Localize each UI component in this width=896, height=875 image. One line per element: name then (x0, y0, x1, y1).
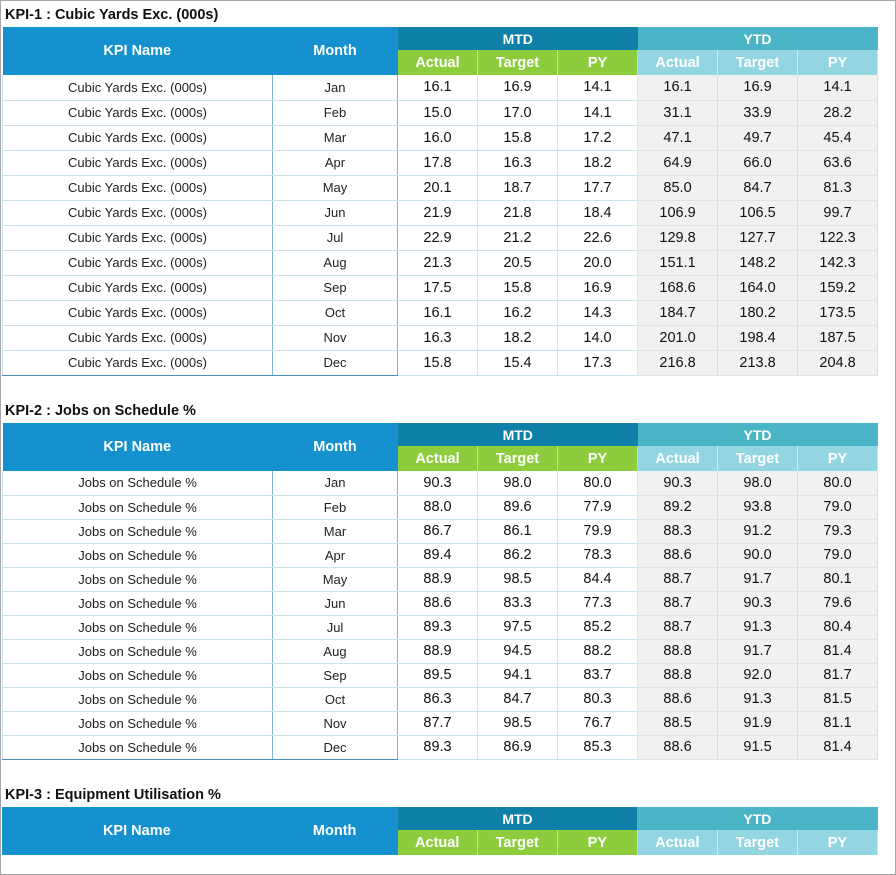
mtd-py-cell[interactable]: 77.3 (558, 591, 638, 615)
table-row (3, 300, 878, 325)
mtd-actual-cell[interactable]: 16.3 (398, 325, 478, 350)
mtd-py-cell[interactable]: 88.2 (558, 639, 638, 663)
ytd-target-cell[interactable]: 90.0 (718, 543, 798, 567)
table-row (3, 735, 878, 759)
kpi-name-cell[interactable]: Cubic Yards Exc. (000s) (3, 125, 273, 150)
table-row (3, 175, 878, 200)
ytd-actual-cell[interactable]: 168.6 (638, 275, 718, 300)
kpi-name-header[interactable]: KPI Name (3, 27, 273, 75)
ytd-target-cell[interactable]: 91.2 (718, 519, 798, 543)
mtd-target-cell[interactable]: 98.0 (478, 471, 558, 495)
month-cell[interactable]: Dec (273, 350, 398, 375)
ytd-py-header[interactable]: PY (797, 830, 877, 855)
kpi-name-cell[interactable]: Cubic Yards Exc. (000s) (3, 100, 273, 125)
ytd-target-cell[interactable]: 198.4 (718, 325, 798, 350)
mtd-target-cell[interactable]: 98.5 (478, 567, 558, 591)
ytd-target-cell[interactable]: 91.3 (718, 687, 798, 711)
mtd-py-cell[interactable]: 14.3 (558, 300, 638, 325)
ytd-target-cell[interactable]: 33.9 (718, 100, 798, 125)
ytd-py-cell[interactable]: 81.1 (798, 711, 878, 735)
mtd-target-cell[interactable]: 16.3 (478, 150, 558, 175)
ytd-target-cell[interactable]: 164.0 (718, 275, 798, 300)
mtd-target-cell[interactable]: 97.5 (478, 615, 558, 639)
mtd-actual-header[interactable]: Actual (398, 50, 478, 75)
mtd-target-cell[interactable]: 84.7 (478, 687, 558, 711)
kpi-title[interactable]: KPI-3 : Equipment Utilisation % (5, 787, 221, 803)
mtd-target-cell[interactable]: 98.5 (478, 711, 558, 735)
ytd-actual-cell[interactable]: 88.6 (638, 687, 718, 711)
ytd-py-cell[interactable]: 79.0 (798, 543, 878, 567)
mtd-header[interactable]: MTD (398, 27, 638, 50)
ytd-target-cell[interactable]: 106.5 (718, 200, 798, 225)
mtd-target-cell[interactable]: 86.2 (478, 543, 558, 567)
mtd-actual-cell[interactable]: 89.3 (398, 735, 478, 759)
kpi-title[interactable]: KPI-2 : Jobs on Schedule % (5, 403, 196, 419)
ytd-target-header[interactable]: Target (718, 50, 798, 75)
kpi-name-cell[interactable]: Cubic Yards Exc. (000s) (3, 200, 273, 225)
mtd-actual-cell[interactable]: 89.4 (398, 543, 478, 567)
table-row (3, 591, 878, 615)
ytd-py-cell[interactable]: 80.0 (798, 471, 878, 495)
ytd-actual-cell[interactable]: 31.1 (638, 100, 718, 125)
kpi-name-cell[interactable]: Jobs on Schedule % (3, 567, 273, 591)
table-row (3, 150, 878, 175)
month-cell[interactable]: Aug (273, 639, 398, 663)
table-row (3, 687, 878, 711)
kpi-title[interactable]: KPI-1 : Cubic Yards Exc. (000s) (5, 7, 219, 23)
kpi-table-body (3, 471, 878, 759)
month-cell[interactable]: Dec (273, 735, 398, 759)
ytd-target-cell[interactable]: 213.8 (718, 350, 798, 375)
ytd-py-cell[interactable]: 79.0 (798, 495, 878, 519)
ytd-actual-cell[interactable]: 88.7 (638, 591, 718, 615)
ytd-py-cell[interactable]: 45.4 (798, 125, 878, 150)
month-cell[interactable]: Oct (273, 300, 398, 325)
mtd-target-cell[interactable]: 94.5 (478, 639, 558, 663)
ytd-target-cell[interactable]: 127.7 (718, 225, 798, 250)
mtd-py-cell[interactable]: 14.1 (558, 75, 638, 100)
mtd-actual-header[interactable]: Actual (398, 446, 478, 471)
mtd-py-cell[interactable]: 80.3 (558, 687, 638, 711)
ytd-actual-cell[interactable]: 88.3 (638, 519, 718, 543)
ytd-actual-cell[interactable]: 47.1 (638, 125, 718, 150)
mtd-py-cell[interactable]: 14.0 (558, 325, 638, 350)
month-cell[interactable]: Mar (273, 519, 398, 543)
ytd-actual-cell[interactable]: 151.1 (638, 250, 718, 275)
ytd-actual-cell[interactable]: 216.8 (638, 350, 718, 375)
mtd-target-cell[interactable]: 18.2 (478, 325, 558, 350)
ytd-actual-cell[interactable]: 129.8 (638, 225, 718, 250)
month-cell[interactable]: Jan (273, 75, 398, 100)
ytd-py-cell[interactable]: 122.3 (798, 225, 878, 250)
table-row (3, 275, 878, 300)
table-row (3, 567, 878, 591)
ytd-actual-header[interactable]: Actual (638, 446, 718, 471)
mtd-py-cell[interactable]: 85.2 (558, 615, 638, 639)
ytd-target-cell[interactable]: 92.0 (718, 663, 798, 687)
mtd-actual-cell[interactable]: 88.9 (398, 567, 478, 591)
table-row (3, 75, 878, 100)
kpi-section-3 (1, 783, 879, 855)
ytd-target-header[interactable]: Target (718, 446, 798, 471)
mtd-actual-cell[interactable]: 88.0 (398, 495, 478, 519)
mtd-target-header[interactable]: Target (477, 830, 557, 855)
kpi-name-cell[interactable]: Cubic Yards Exc. (000s) (3, 75, 273, 100)
mtd-py-cell[interactable]: 76.7 (558, 711, 638, 735)
ytd-target-cell[interactable]: 180.2 (718, 300, 798, 325)
mtd-actual-cell[interactable]: 86.7 (398, 519, 478, 543)
mtd-actual-cell[interactable]: 88.9 (398, 639, 478, 663)
ytd-py-cell[interactable]: 81.3 (798, 175, 878, 200)
ytd-py-cell[interactable]: 14.1 (798, 75, 878, 100)
mtd-actual-cell[interactable]: 88.6 (398, 591, 478, 615)
mtd-py-cell[interactable]: 78.3 (558, 543, 638, 567)
mtd-py-cell[interactable]: 14.1 (558, 100, 638, 125)
ytd-py-cell[interactable]: 81.4 (798, 639, 878, 663)
month-cell[interactable]: Nov (273, 711, 398, 735)
ytd-target-cell[interactable]: 91.5 (718, 735, 798, 759)
ytd-header[interactable]: YTD (638, 423, 878, 446)
table-row (3, 663, 878, 687)
ytd-target-cell[interactable]: 91.3 (718, 615, 798, 639)
kpi-name-cell[interactable]: Jobs on Schedule % (3, 711, 273, 735)
mtd-actual-cell[interactable]: 90.3 (398, 471, 478, 495)
mtd-actual-cell[interactable]: 16.1 (398, 75, 478, 100)
mtd-target-cell[interactable]: 15.8 (478, 125, 558, 150)
mtd-actual-cell[interactable]: 16.0 (398, 125, 478, 150)
ytd-target-cell[interactable]: 16.9 (718, 75, 798, 100)
kpi-table-body (3, 75, 878, 375)
mtd-py-cell[interactable]: 84.4 (558, 567, 638, 591)
mtd-actual-cell[interactable]: 21.3 (398, 250, 478, 275)
month-header[interactable]: Month (272, 807, 397, 855)
ytd-py-cell[interactable]: 81.5 (798, 687, 878, 711)
mtd-target-cell[interactable]: 83.3 (478, 591, 558, 615)
mtd-target-cell[interactable]: 15.4 (478, 350, 558, 375)
mtd-target-cell[interactable]: 16.9 (478, 75, 558, 100)
mtd-header[interactable]: MTD (398, 423, 638, 446)
ytd-py-cell[interactable]: 63.6 (798, 150, 878, 175)
month-header[interactable]: Month (273, 27, 398, 75)
mtd-target-header[interactable]: Target (478, 446, 558, 471)
mtd-target-cell[interactable]: 18.7 (478, 175, 558, 200)
ytd-py-cell[interactable]: 187.5 (798, 325, 878, 350)
ytd-actual-cell[interactable]: 88.7 (638, 615, 718, 639)
month-cell[interactable]: Apr (273, 543, 398, 567)
mtd-py-cell[interactable]: 77.9 (558, 495, 638, 519)
kpi-section-1 (1, 3, 879, 376)
ytd-actual-cell[interactable]: 106.9 (638, 200, 718, 225)
kpi-name-cell[interactable]: Jobs on Schedule % (3, 591, 273, 615)
ytd-py-cell[interactable]: 81.4 (798, 735, 878, 759)
ytd-target-cell[interactable]: 84.7 (718, 175, 798, 200)
month-cell[interactable]: Nov (273, 325, 398, 350)
mtd-target-cell[interactable]: 86.1 (478, 519, 558, 543)
ytd-header[interactable]: YTD (638, 27, 878, 50)
kpi-name-cell[interactable]: Cubic Yards Exc. (000s) (3, 325, 273, 350)
ytd-actual-cell[interactable]: 89.2 (638, 495, 718, 519)
ytd-target-cell[interactable]: 93.8 (718, 495, 798, 519)
mtd-actual-cell[interactable]: 17.5 (398, 275, 478, 300)
mtd-target-header[interactable]: Target (478, 50, 558, 75)
kpi-name-cell[interactable]: Cubic Yards Exc. (000s) (3, 300, 273, 325)
kpi-table (2, 27, 878, 376)
mtd-target-cell[interactable]: 16.2 (478, 300, 558, 325)
mtd-actual-cell[interactable]: 89.5 (398, 663, 478, 687)
mtd-py-cell[interactable]: 20.0 (558, 250, 638, 275)
mtd-target-cell[interactable]: 94.1 (478, 663, 558, 687)
ytd-target-cell[interactable]: 49.7 (718, 125, 798, 150)
mtd-actual-cell[interactable]: 16.1 (398, 300, 478, 325)
kpi-name-cell[interactable]: Jobs on Schedule % (3, 495, 273, 519)
table-row (3, 495, 878, 519)
table-row (3, 615, 878, 639)
ytd-actual-header[interactable]: Actual (638, 50, 718, 75)
mtd-target-cell[interactable]: 20.5 (478, 250, 558, 275)
ytd-py-cell[interactable]: 99.7 (798, 200, 878, 225)
ytd-target-cell[interactable]: 148.2 (718, 250, 798, 275)
table-row (3, 100, 878, 125)
month-header[interactable]: Month (273, 423, 398, 471)
ytd-py-cell[interactable]: 142.3 (798, 250, 878, 275)
mtd-target-cell[interactable]: 21.8 (478, 200, 558, 225)
month-cell[interactable]: Feb (273, 495, 398, 519)
mtd-actual-header[interactable]: Actual (397, 830, 477, 855)
month-cell[interactable]: Aug (273, 250, 398, 275)
ytd-py-cell[interactable]: 79.3 (798, 519, 878, 543)
ytd-py-cell[interactable]: 159.2 (798, 275, 878, 300)
month-cell[interactable]: Jan (273, 471, 398, 495)
table-row (3, 350, 878, 375)
ytd-target-cell[interactable]: 98.0 (718, 471, 798, 495)
table-row (3, 519, 878, 543)
mtd-py-cell[interactable]: 17.2 (558, 125, 638, 150)
table-row (3, 125, 878, 150)
kpi-name-cell[interactable]: Jobs on Schedule % (3, 471, 273, 495)
month-cell[interactable]: Sep (273, 275, 398, 300)
kpi-name-header[interactable]: KPI Name (3, 423, 273, 471)
ytd-actual-cell[interactable]: 88.8 (638, 639, 718, 663)
mtd-target-cell[interactable]: 86.9 (478, 735, 558, 759)
mtd-actual-cell[interactable]: 15.0 (398, 100, 478, 125)
month-cell[interactable]: Mar (273, 125, 398, 150)
month-cell[interactable]: Jun (273, 200, 398, 225)
mtd-actual-cell[interactable]: 86.3 (398, 687, 478, 711)
kpi-name-header[interactable]: KPI Name (2, 807, 272, 855)
mtd-py-cell[interactable]: 18.4 (558, 200, 638, 225)
kpi-name-cell[interactable]: Jobs on Schedule % (3, 519, 273, 543)
table-row (3, 543, 878, 567)
mtd-py-cell[interactable]: 83.7 (558, 663, 638, 687)
mtd-target-cell[interactable]: 21.2 (478, 225, 558, 250)
month-cell[interactable]: Jul (273, 615, 398, 639)
kpi-name-cell[interactable]: Cubic Yards Exc. (000s) (3, 175, 273, 200)
month-cell[interactable]: Apr (273, 150, 398, 175)
ytd-header[interactable]: YTD (637, 807, 877, 830)
kpi-name-cell[interactable]: Cubic Yards Exc. (000s) (3, 250, 273, 275)
mtd-actual-cell[interactable]: 89.3 (398, 615, 478, 639)
mtd-actual-cell[interactable]: 15.8 (398, 350, 478, 375)
month-cell[interactable]: May (273, 567, 398, 591)
ytd-py-cell[interactable]: 173.5 (798, 300, 878, 325)
ytd-actual-cell[interactable]: 88.6 (638, 543, 718, 567)
mtd-py-header[interactable]: PY (557, 830, 637, 855)
ytd-py-header[interactable]: PY (798, 50, 878, 75)
mtd-py-cell[interactable]: 80.0 (558, 471, 638, 495)
mtd-py-cell[interactable]: 22.6 (558, 225, 638, 250)
ytd-target-header[interactable]: Target (717, 830, 797, 855)
mtd-actual-cell[interactable]: 17.8 (398, 150, 478, 175)
mtd-actual-cell[interactable]: 87.7 (398, 711, 478, 735)
mtd-target-cell[interactable]: 17.0 (478, 100, 558, 125)
ytd-target-cell[interactable]: 91.9 (718, 711, 798, 735)
kpi-name-cell[interactable]: Jobs on Schedule % (3, 687, 273, 711)
ytd-actual-cell[interactable]: 88.7 (638, 567, 718, 591)
ytd-py-cell[interactable]: 204.8 (798, 350, 878, 375)
kpi-table (2, 807, 878, 855)
table-row (3, 471, 878, 495)
ytd-actual-cell[interactable]: 201.0 (638, 325, 718, 350)
table-row (3, 200, 878, 225)
mtd-py-header[interactable]: PY (558, 446, 638, 471)
month-cell[interactable]: Feb (273, 100, 398, 125)
mtd-actual-cell[interactable]: 21.9 (398, 200, 478, 225)
kpi-name-cell[interactable]: Jobs on Schedule % (3, 543, 273, 567)
ytd-target-cell[interactable]: 90.3 (718, 591, 798, 615)
kpi-section-2 (1, 399, 879, 760)
ytd-py-cell[interactable]: 28.2 (798, 100, 878, 125)
table-row (3, 325, 878, 350)
kpi-name-cell[interactable]: Jobs on Schedule % (3, 735, 273, 759)
mtd-header[interactable]: MTD (397, 807, 637, 830)
kpi-name-cell[interactable]: Cubic Yards Exc. (000s) (3, 275, 273, 300)
kpi-name-cell[interactable]: Jobs on Schedule % (3, 663, 273, 687)
table-row (3, 250, 878, 275)
ytd-target-cell[interactable]: 66.0 (718, 150, 798, 175)
ytd-py-cell[interactable]: 80.4 (798, 615, 878, 639)
mtd-target-cell[interactable]: 89.6 (478, 495, 558, 519)
kpi-name-cell[interactable]: Cubic Yards Exc. (000s) (3, 150, 273, 175)
mtd-py-cell[interactable]: 17.3 (558, 350, 638, 375)
ytd-py-cell[interactable]: 80.1 (798, 567, 878, 591)
mtd-actual-cell[interactable]: 20.1 (398, 175, 478, 200)
month-cell[interactable]: Jul (273, 225, 398, 250)
kpi-name-cell[interactable]: Cubic Yards Exc. (000s) (3, 350, 273, 375)
mtd-py-cell[interactable]: 18.2 (558, 150, 638, 175)
ytd-target-cell[interactable]: 91.7 (718, 639, 798, 663)
ytd-py-cell[interactable]: 79.6 (798, 591, 878, 615)
month-cell[interactable]: Jun (273, 591, 398, 615)
ytd-py-header[interactable]: PY (798, 446, 878, 471)
mtd-py-cell[interactable]: 85.3 (558, 735, 638, 759)
mtd-py-header[interactable]: PY (558, 50, 638, 75)
mtd-py-cell[interactable]: 16.9 (558, 275, 638, 300)
table-row (3, 711, 878, 735)
ytd-actual-cell[interactable]: 88.8 (638, 663, 718, 687)
ytd-actual-cell[interactable]: 88.5 (638, 711, 718, 735)
ytd-target-cell[interactable]: 91.7 (718, 567, 798, 591)
month-cell[interactable]: Sep (273, 663, 398, 687)
mtd-target-cell[interactable]: 15.8 (478, 275, 558, 300)
table-row (3, 639, 878, 663)
kpi-name-cell[interactable]: Jobs on Schedule % (3, 639, 273, 663)
ytd-actual-cell[interactable]: 88.6 (638, 735, 718, 759)
mtd-py-cell[interactable]: 79.9 (558, 519, 638, 543)
mtd-py-cell[interactable]: 17.7 (558, 175, 638, 200)
month-cell[interactable]: May (273, 175, 398, 200)
mtd-actual-cell[interactable]: 22.9 (398, 225, 478, 250)
kpi-name-cell[interactable]: Jobs on Schedule % (3, 615, 273, 639)
ytd-actual-cell[interactable]: 90.3 (638, 471, 718, 495)
table-row (3, 225, 878, 250)
ytd-py-cell[interactable]: 81.7 (798, 663, 878, 687)
ytd-actual-cell[interactable]: 184.7 (638, 300, 718, 325)
ytd-actual-cell[interactable]: 64.9 (638, 150, 718, 175)
kpi-name-cell[interactable]: Cubic Yards Exc. (000s) (3, 225, 273, 250)
ytd-actual-cell[interactable]: 16.1 (638, 75, 718, 100)
ytd-actual-cell[interactable]: 85.0 (638, 175, 718, 200)
ytd-actual-header[interactable]: Actual (637, 830, 717, 855)
kpi-table (2, 423, 878, 760)
month-cell[interactable]: Oct (273, 687, 398, 711)
